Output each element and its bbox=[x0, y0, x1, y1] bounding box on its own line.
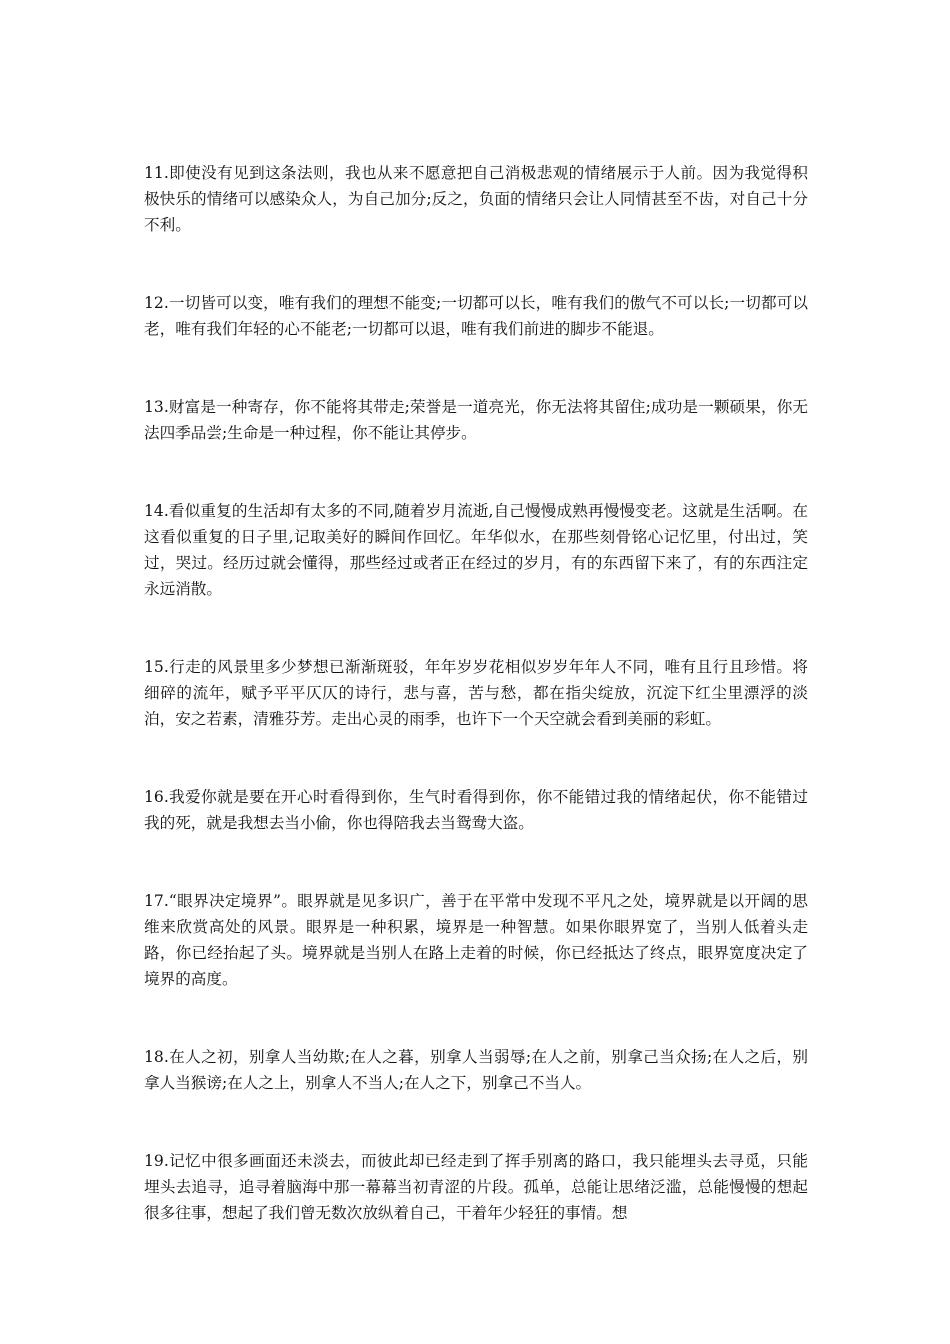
paragraph-12: 12.一切皆可以变，唯有我们的理想不能变;一切都可以长，唯有我们的傲气不可以长;一切都可以老，唯有我们年轻的心不能老;一切都可以退，唯有我们前进的脚步不能退。 bbox=[144, 294, 808, 338]
paragraph-15: 15.行走的风景里多少梦想已渐渐斑驳，年年岁岁花相似岁岁年年人不同，唯有且行且珍惜。将细碎的流年，赋予平平仄仄的诗行，悲与喜，苦与愁，都在指尖绽放，沉淀下红尘里漂浮的淡泊，安之若素，清雅芬芳。走出心灵的雨季，也许下一个天空就会看到美丽的彩虹。 bbox=[144, 658, 808, 728]
paragraph-spacer bbox=[144, 836, 808, 888]
paragraph-spacer bbox=[144, 992, 808, 1044]
paragraph-spacer bbox=[144, 1096, 808, 1148]
paragraph-19: 19.记忆中很多画面还未淡去，而彼此却已经走到了挥手别离的路口，我只能埋头去寻觅，只能埋头去追寻，追寻着脑海中那一幕幕当初青涩的片段。孤单，总能让思绪泛滥，总能慢慢的想起很多往事，想起了我们曾无数次放纵着自己，干着年少轻狂的事情。想 bbox=[144, 1152, 808, 1222]
paragraph-14: 14.看似重复的生活却有太多的不同,随着岁月流逝,自己慢慢成熟再慢慢变老。这就是生活啊。在这看似重复的日子里,记取美好的瞬间作回忆。年华似水，在那些刻骨铭心记忆里，付出过，笑过，哭过。经历过就会懂得，那些经过或者正在经过的岁月，有的东西留下来了，有的东西注定永远消散。 bbox=[144, 502, 808, 598]
document-body bbox=[144, 160, 808, 1226]
paragraph-13: 13.财富是一种寄存，你不能将其带走;荣誉是一道亮光，你无法将其留住;成功是一颗硕果，你无法四季品尝;生命是一种过程，你不能让其停步。 bbox=[144, 398, 808, 442]
paragraph-spacer bbox=[144, 732, 808, 784]
paragraph-spacer bbox=[144, 446, 808, 498]
paragraph-16: 16.我爱你就是要在开心时看得到你，生气时看得到你，你不能错过我的情绪起伏，你不能错过我的死，就是我想去当小偷，你也得陪我去当鸳鸯大盗。 bbox=[144, 788, 808, 832]
paragraph-spacer bbox=[144, 602, 808, 654]
paragraph-11: 11.即使没有见到这条法则，我也从来不愿意把自己消极悲观的情绪展示于人前。因为我觉得积极快乐的情绪可以感染众人，为自己加分;反之，负面的情绪只会让人同情甚至不齿，对自己十分不利。 bbox=[144, 164, 808, 234]
paragraph-spacer bbox=[144, 342, 808, 394]
paragraph-17: 17.“眼界决定境界”。眼界就是见多识广，善于在平常中发现不平凡之处，境界就是以开阔的思维来欣赏高处的风景。眼界是一种积累，境界是一种智慧。如果你眼界宽了，当别人低着头走路，你已经抬起了头。境界就是当别人在路上走着的时候，你已经抵达了终点，眼界宽度决定了境界的高度。 bbox=[144, 892, 808, 988]
paragraph-18: 18.在人之初，别拿人当幼欺;在人之暮，别拿人当弱辱;在人之前，别拿己当众扬;在人之后，别拿人当猴谤;在人之上，别拿人不当人;在人之下，别拿己不当人。 bbox=[144, 1048, 808, 1092]
paragraph-spacer bbox=[144, 238, 808, 290]
